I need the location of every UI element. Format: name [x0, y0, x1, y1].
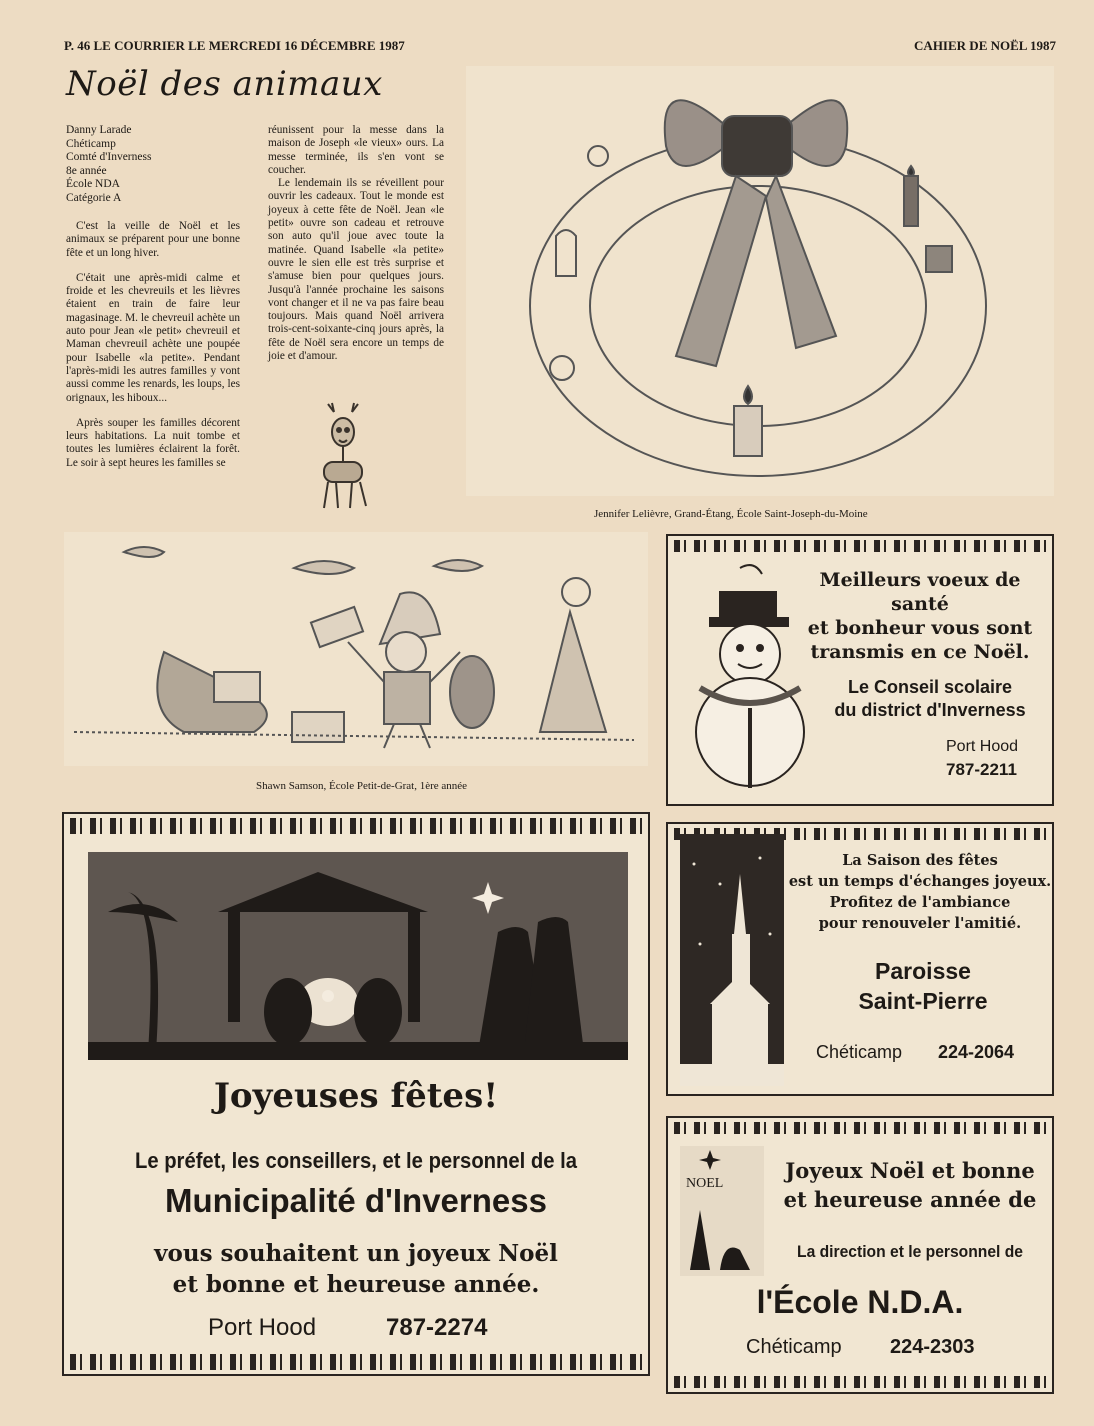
byline-town: Chéticamp — [66, 137, 116, 150]
org-line: du district d'Inverness — [834, 700, 1026, 720]
paragraph: réunissent pour la messe dans la maison de Joseph «le vieux» ours. La messe terminée, ils s'en vont se coucher. — [268, 124, 444, 176]
wish-line: et bonne et heureuse année. — [172, 1271, 540, 1298]
greeting-line: pour renouveler l'amitié. — [818, 915, 1022, 932]
wreath-drawing — [466, 66, 1054, 496]
paragraph: C'était une après-midi calme et froide et les chevreuils et les lièvres étaient en train de faire leur magasinage. M. le chevreuil achète un auto pour Jean «le petit» chevreuil et Maman chevreuil achète une poupée pour Isabelle «la petite». Pendant l'après-midi les autres familles y vont aussi comme les renards, les loups, les orignaux, les hiboux... — [66, 271, 240, 404]
municipalite-place: Port Hood — [208, 1314, 317, 1341]
article-byline — [66, 124, 246, 205]
org-line: Le Conseil scolaire — [847, 677, 1013, 697]
paragraph: Le lendemain ils se réveillent pour ouvrir les cadeaux. Tout le monde est joyeux à cette fête de Noël. Jean «le petit» ouvre son cadeau et retrouve son auto qu'il joue avec toute la matinée. Quand Isabelle «la petite» ouvre le sien elle est très surprise et s'amuse bien pour quelques jours. Jusqu'à l'année prochaine les saisons vont changer et il ne va pas faire beau toujours. Mais quand Noël arrivera trois-cent-soixante-cinq jours après, la fête de Noël sera encore un temps de joie et d'amour. — [268, 177, 444, 363]
ad-conseil-scolaire — [666, 534, 1054, 806]
page-header-left: P. 46 LE COURRIER LE MERCREDI 16 DÉCEMBRE 1987 — [64, 38, 405, 53]
ecole-intro: La direction et le personnel de — [797, 1242, 1023, 1261]
greeting-line: et heureuse année de — [783, 1187, 1037, 1212]
wreath-caption: Jennifer Lelièvre, Grand-Étang, École Saint-Joseph-du-Moine — [594, 508, 868, 520]
greeting-line: La Saison des fêtes — [842, 852, 998, 869]
ad-municipalite-inverness — [62, 812, 650, 1376]
elf-drawing — [64, 532, 648, 766]
org-line: Paroisse — [875, 958, 971, 984]
org-line: Saint-Pierre — [858, 988, 988, 1014]
municipalite-wish — [64, 1238, 648, 1300]
paroisse-name — [798, 956, 1048, 1016]
paroisse-place: Chéticamp — [816, 1042, 903, 1062]
ecole-phone: 224-2303 — [890, 1336, 975, 1358]
byline-name: Danny Larade — [66, 124, 132, 136]
article-title: Noël des animaux — [66, 64, 383, 104]
byline-grade: 8e année — [66, 164, 107, 177]
greeting-line: et bonheur vous sont — [807, 617, 1033, 639]
ad-ecole-nda — [666, 1116, 1054, 1394]
paroisse-greeting — [788, 850, 1052, 934]
ad-paroisse-saint-pierre — [666, 822, 1054, 1096]
ecole-greeting — [768, 1156, 1052, 1214]
paragraph: Après souper les familles décorent leurs habitations. La nuit tombe et toutes les lumières éclairent la forêt. Le soir à sept heures les familles se — [66, 416, 240, 469]
greeting-line: est un temps d'échanges joyeux. — [788, 873, 1052, 890]
article-column-2 — [268, 124, 444, 363]
greeting-line: transmis en ce Noël. — [810, 641, 1030, 663]
wish-line: vous souhaitent un joyeux Noël — [154, 1240, 558, 1267]
joyeuses-fetes-headline: Joyeuses fêtes! — [213, 1076, 499, 1116]
byline-school: École NDA — [66, 178, 120, 190]
conseil-phone: 787-2211 — [946, 760, 1017, 779]
noel-card-illustration — [680, 1146, 764, 1276]
conseil-place: Port Hood — [946, 738, 1019, 755]
decorative-border — [70, 818, 642, 834]
noel-card-label: NOEL — [686, 1176, 724, 1191]
byline-category: Catégorie A — [66, 191, 122, 204]
greeting-line: Profitez de l'ambiance — [829, 894, 1011, 911]
reindeer-drawing — [312, 402, 376, 518]
municipalite-intro: Le préfet, les conseillers, et le personnel de la — [134, 1148, 578, 1173]
municipalite-name: Municipalité d'Inverness — [165, 1182, 547, 1219]
conseil-organization — [808, 676, 1052, 722]
page-header-right: CAHIER DE NOËL 1987 — [914, 38, 1056, 53]
greeting-line: Joyeux Noël et bonne — [785, 1158, 1035, 1183]
conseil-greeting — [788, 568, 1052, 664]
article-column-1 — [66, 220, 240, 482]
church-illustration — [680, 834, 784, 1086]
greeting-line: Meilleurs voeux de santé — [819, 569, 1021, 615]
decorative-border — [674, 1376, 1046, 1388]
elf-caption: Shawn Samson, École Petit-de-Grat, 1ère année — [256, 780, 468, 792]
paragraph: C'est la veille de Noël et les animaux se préparent pour une bonne fête et un long hiver. — [66, 220, 240, 259]
nativity-illustration — [88, 852, 628, 1060]
decorative-border — [674, 1122, 1046, 1134]
ecole-place: Chéticamp — [746, 1336, 842, 1358]
ecole-name: l'École N.D.A. — [756, 1284, 964, 1320]
decorative-border — [674, 540, 1046, 552]
municipalite-phone: 787-2274 — [386, 1314, 488, 1341]
decorative-border — [70, 1354, 642, 1370]
byline-county: Comté d'Inverness — [66, 151, 152, 163]
paroisse-phone: 224-2064 — [938, 1042, 1015, 1062]
